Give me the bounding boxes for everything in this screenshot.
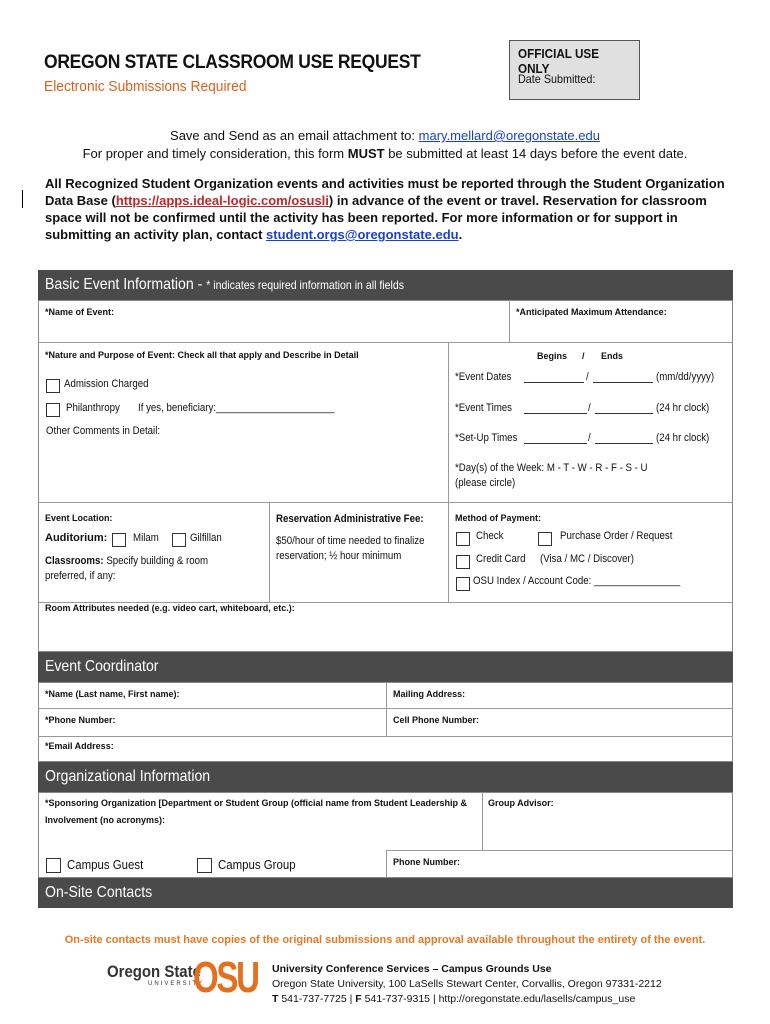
form-subtitle: Electronic Submissions Required [44, 78, 247, 95]
setup-times-label: *Set-Up Times [455, 432, 518, 444]
nature-purpose-label: *Nature and Purpose of Event: Check all that apply and Describe in Detail [45, 350, 359, 360]
times-format-label: (24 hr clock) [656, 402, 710, 414]
admission-charged-label: Admission Charged [64, 378, 149, 390]
credit-card-label: Credit Card [476, 553, 526, 565]
ends-label: Ends [601, 351, 624, 361]
please-circle-label: (please circle) [455, 477, 516, 489]
beneficiary-field[interactable]: If yes, beneficiary:______________________ [138, 402, 335, 414]
philanthropy-label: Philanthropy [66, 402, 120, 414]
official-use-box [509, 40, 640, 100]
checkbox-icon[interactable] [456, 555, 470, 569]
event-dates-label: *Event Dates [455, 371, 512, 383]
section-event-coordinator [38, 652, 733, 682]
coordinator-name-field[interactable]: *Name (Last name, First name): [45, 689, 180, 699]
osu-logo-sub: UNIVERSITY [148, 981, 205, 987]
dates-format-label: (mm/dd/yyyy) [656, 371, 715, 383]
form-title: OREGON STATE CLASSROOM USE REQUEST [44, 52, 421, 73]
purchase-order-label: Purchase Order / Request [560, 530, 673, 542]
section-onsite-contacts [38, 878, 733, 908]
begins-label: Begins [537, 351, 568, 361]
sponsoring-org-field[interactable]: *Sponsoring Organization [Department or Student Group (official name from Student Leadership & [45, 798, 468, 808]
checkbox-icon[interactable] [46, 403, 60, 417]
setup-time-begin-field[interactable] [524, 443, 587, 444]
osu-logo-name: Oregon State [107, 962, 201, 981]
gilfillan-checkbox[interactable] [172, 531, 186, 549]
footer-org-name: University Conference Services – Campus Grounds Use [272, 963, 552, 975]
intro-line-2: For proper and timely consideration, this form MUST be submitted at least 14 days before the event date. [82, 146, 688, 161]
fee-title: Reservation Administrative Fee: [276, 513, 424, 525]
section-title: Basic Event Information - [45, 276, 207, 293]
credit-card-checkbox[interactable] [456, 553, 470, 571]
fee-line-2: reservation; ½ hour minimum [276, 550, 402, 562]
osu-index-field[interactable]: OSU Index / Account Code: ________________ [473, 575, 681, 587]
required-note: * indicates required information in all fields [206, 278, 405, 292]
intro-line-1: Save and Send as an email attachment to: mary.mellard@oregonstate.edu [170, 128, 600, 143]
fee-line-1: $50/hour of time needed to finalize [276, 535, 425, 547]
section-organizational-info [38, 762, 733, 792]
osu-logo-mark: OSU [193, 953, 258, 1002]
times-slash: / [588, 402, 591, 414]
section-title: Event Coordinator [45, 658, 159, 675]
campus-group-checkbox[interactable] [197, 857, 212, 875]
official-use-title: OFFICIAL USE ONLY [518, 46, 600, 76]
setup-time-end-field[interactable] [595, 443, 653, 444]
auditorium-label: Auditorium: [45, 532, 108, 544]
event-date-begin-field[interactable] [524, 382, 584, 383]
group-advisor-field[interactable]: Group Advisor: [488, 798, 554, 808]
classrooms-field[interactable]: Classrooms: Specify building & room [45, 555, 209, 567]
text-cursor [22, 190, 23, 208]
setup-slash: / [588, 432, 591, 444]
philanthropy-checkbox[interactable] [46, 401, 60, 419]
database-link[interactable]: https://apps.ideal-logic.com/osusli [115, 193, 329, 208]
event-time-end-field[interactable] [595, 413, 653, 414]
campus-group-label: Campus Group [218, 857, 296, 872]
check-label: Check [476, 530, 504, 542]
milam-checkbox[interactable] [112, 531, 126, 549]
event-date-end-field[interactable] [593, 382, 653, 383]
footer-contact: T 541-737-7725 | F 541-737-9315 | http://oregonstate.edu/lasells/campus_use [272, 993, 636, 1005]
section-basic-event-info [38, 270, 733, 300]
name-of-event-field[interactable]: *Name of Event: [45, 307, 115, 317]
sponsoring-org-line-2: Involvement (no acronyms): [45, 815, 166, 825]
payment-method-label: Method of Payment: [455, 513, 542, 523]
days-of-week-field[interactable]: *Day(s) of the Week: M - T - W - R - F - S - U [455, 462, 648, 474]
checkbox-icon[interactable] [538, 532, 552, 546]
card-types-label: (Visa / MC / Discover) [540, 553, 634, 565]
slash-label: / [582, 351, 585, 361]
submission-email-link[interactable]: mary.mellard@oregonstate.edu [418, 128, 600, 143]
section-title: Organizational Information [45, 768, 211, 785]
cell-phone-field[interactable]: Cell Phone Number: [393, 715, 480, 725]
footer-address: Oregon State University, 100 LaSells Stewart Center, Corvallis, Oregon 97331-2212 [272, 978, 662, 990]
checkbox-icon[interactable] [456, 532, 470, 546]
student-orgs-email-link[interactable]: student.orgs@oregonstate.edu [266, 227, 459, 242]
checkbox-icon[interactable] [46, 379, 60, 393]
gilfillan-label: Gilfillan [190, 532, 222, 544]
checkbox-icon[interactable] [197, 858, 212, 873]
attendance-field[interactable]: *Anticipated Maximum Attendance: [516, 307, 667, 317]
campus-guest-label: Campus Guest [67, 857, 144, 872]
event-time-begin-field[interactable] [524, 413, 587, 414]
org-phone-field[interactable]: Phone Number: [393, 857, 461, 867]
checkbox-icon[interactable] [172, 533, 186, 547]
coordinator-phone-field[interactable]: *Phone Number: [45, 715, 116, 725]
checkbox-icon[interactable] [46, 858, 61, 873]
mailing-address-field[interactable]: Mailing Address: [393, 689, 466, 699]
classrooms-preferred-label: preferred, if any: [45, 570, 116, 582]
checkbox-icon[interactable] [456, 577, 470, 591]
coordinator-email-field[interactable]: *Email Address: [45, 741, 114, 751]
other-comments-field[interactable]: Other Comments in Detail: [46, 425, 161, 437]
dates-slash: / [586, 371, 589, 383]
osu-index-checkbox[interactable] [456, 575, 470, 593]
setup-format-label: (24 hr clock) [656, 432, 710, 444]
checkbox-icon[interactable] [112, 533, 126, 547]
footer-address-block [272, 962, 662, 1007]
milam-label: Milam [133, 532, 159, 544]
event-times-label: *Event Times [455, 402, 513, 414]
event-location-label: Event Location: [45, 513, 113, 523]
campus-guest-checkbox[interactable] [46, 857, 61, 875]
check-checkbox[interactable] [456, 530, 470, 548]
purchase-order-checkbox[interactable] [538, 530, 552, 548]
admission-charged-checkbox[interactable] [46, 377, 60, 395]
onsite-note: On-site contacts must have copies of the original submissions and approval available throughout the entirety of the event. [64, 934, 706, 946]
notice-paragraph: All Recognized Student Organization events and activities must be reported through the Student Organization Data Base (https://apps.ideal-logic.com/osusli) in advance of the event or travel. Reservation for classroom space will not be confirmed until the activity has been reported. For more information or for support in submitting an activity plan, contact student.orgs@oregonstate.edu. [45, 176, 725, 242]
room-attributes-field[interactable]: Room Attributes needed (e.g. video cart, whiteboard, etc.): [45, 603, 295, 613]
date-submitted-label: Date Submitted: [518, 72, 596, 86]
section-title: On-Site Contacts [45, 884, 153, 901]
